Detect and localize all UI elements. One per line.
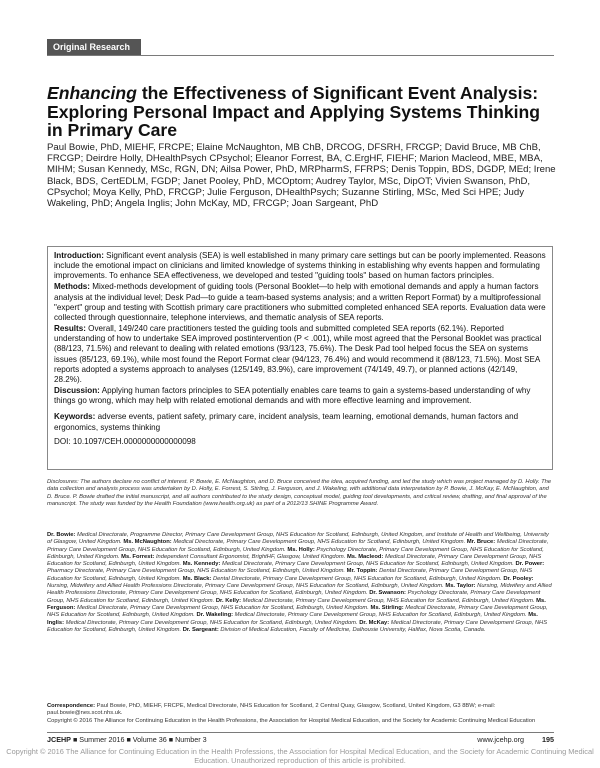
author-list: Paul Bowie, PhD, MIEHF, FRCPE; Elaine McNaughton, MB ChB, DRCOG, DFSRH, FRCGP; David Bruce, MB ChB, FRCGP; Deirdre Holly, DHealthPsych CPsychol; Eleanor Forrest, BA, C.ErgHF, FIEHF; Marion Macleod, MBE, MBA, MIHM; Susan Kennedy, MSc, RGN, DN; Ailsa Power, PhD, MRPharmS, FFRPS; Denis Toppin, BDS, DGDP, MEd; Irene Black, BDS, CertEDLM, FGDP; Janet Pooley, PhD, MCOptom; Audrey Taylor, MSc, DipOT; Vivien Swanson, PhD, CPsychol; Moya Kelly, PhD, FRCGP; Julie Ferguson, DHealthPsych; Suzanne Stirling, MSc, Med Sci HPE; Judy Wakeling, PhD; Angela Inglis; John McKay, MD, FRCGP; Joan Sargeant, PhD [47,142,556,210]
issue-info: ■ Summer 2016 ■ Volume 36 ■ Number 3 [70,735,207,744]
footer-divider [47,732,554,733]
affiliation-name: Ms. Ferguson: [47,597,546,611]
abstract-methods [54,282,546,323]
title-emphasis: Enhancing [47,83,137,103]
affiliation-text: Dental Directorate, Primary Care Development Group, NHS Education for Scotland, Edinburgh, United Kingdom. [47,568,533,582]
affiliation-text: Medical Directorate, Primary Care Development Group, NHS Education for Scotland, Edinburgh, United Kingdom. [171,539,466,546]
affiliation-text: Nursing, Midwifery and Allied Health Professions Directorate, Primary Care Development Group, NHS Education for Scotland, Edinburgh, United Kingdom. [47,583,444,590]
affiliation-text: Medical Directorate, Primary Care Development Group, NHS Education for Scotland, Edinburgh, United Kingdom. [75,604,369,611]
affiliation-name: Dr. Kelly: [215,597,242,604]
affiliation-text: Medical Directorate, Primary Care Development Group, NHS Education for Scotland, Edinburgh, United Kingdom. [47,619,548,633]
copyright-notice: Copyright © 2016 The Alliance for Continuing Education in the Health Professions, the Association for Hospital Medical Education, and the Society for Academic Continuing Medical Education [47,717,536,724]
affiliations [47,532,554,634]
doi-link[interactable]: DOI: 10.1097/CEH.0000000000000098 [54,436,196,446]
affiliation-text: Medical Directorate, Primary Care Development Group, NHS Education for Scotland, Edinburgh, United Kingdom. [233,612,527,619]
affiliation-text: Medical Directorate, Primary Care Development Group, NHS Education for Scotland, Edinburgh, United Kingdom. [241,597,535,604]
affiliation-name: Ms. McNaughton: [123,539,172,546]
affiliation-text: Independent Consultant Ergonomist, BrightHF, Glasgow, United Kingdom. [154,553,346,560]
affiliation-text: Medical Directorate, Primary Care Development Group, NHS Education for Scotland, Edinburgh, United Kingdom. [220,561,514,568]
affiliation-text: Medical Directorate, Programme Director, Primary Care Development Group, NHS Education for Scotland, Edinburgh, United Kingdom, and Institute of Health and Wellbeing, University of Glasgow, United Kingdom. [47,532,549,546]
affiliation-name: Dr. Power: [515,561,545,568]
journal-info [47,735,207,744]
affiliation-name: Dr. Wakeling: [196,612,234,619]
affiliation-text: Psychology Directorate, Primary Care Development Group, NHS Education for Scotland, Edinburgh, United Kingdom. [47,546,544,560]
abstract-box [47,246,553,470]
abstract-results [54,324,546,385]
affiliation-text: Pharmacy Directorate, Primary Care Development Group, NHS Education for Scotland, Edinburgh, United Kingdom. [47,568,346,575]
affiliation-name: Mr. Bruce: [466,539,496,546]
discussion-label: Discussion: [54,386,100,396]
results-label: Results: [54,324,86,334]
journal-name: JCEHP [47,735,71,744]
article-title [47,84,557,140]
intro-text: Significant event analysis (SEA) is well established in many primary care settings but can be poorly implemented. Reasons include the emotional impact on clinicians and limited knowledge of systems thinking in establishing why events happen and formulating improvements. To enhance SEA effectiveness, we developed and tested "guiding tools" based on human factors principles. [54,251,546,281]
methods-text: Mixed-methods development of guiding tools (Personal Booklet—to help with emotional demands and apply a human factors analysis at the individual level; Desk Pad—to guide a team-based systems analysis; and a written Report Format) by a multiprofessional "expert" group and testing with Scottish primary care practitioners who submitted completed enhanced SEA reports. Evaluation data were collected through questionnaire, telephone interviews, and thematic analysis of SEA reports. [54,282,546,322]
page-number: 195 [542,735,554,744]
affiliation-text: Nursing, Midwifery and Allied Health Professions Directorate, Primary Care Development Group, NHS Education for Scotland, Edinburgh, United Kingdom. [47,583,552,597]
affiliation-text: Dental Directorate, Primary Care Development Group, NHS Education for Scotland, Edinburgh, United Kingdom. [211,575,502,582]
affiliation-text: Medical Directorate, Primary Care Development Group, NHS Education for Scotland, Edinburgh, United Kingdom. [64,619,358,626]
keywords-label: Keywords: [54,412,96,422]
methods-label: Methods: [54,282,90,292]
affiliation-text: Medical Directorate, Primary Care Development Group, NHS Education for Scotland, Edinburgh, United Kingdom. [47,539,549,553]
affiliation-name: Dr. McKay: [359,619,390,626]
affiliation-name: Ms. Holly: [287,546,315,553]
affiliation-name: Dr. Swanson: [369,590,406,597]
journal-url[interactable]: www.jcehp.org [477,735,524,744]
affiliation-name: Ms. Macleod: [346,553,384,560]
header-divider [47,55,554,56]
affiliation-text: Medical Directorate, Primary Care Development Group, NHS Education for Scotland, Edinburgh, United Kingdom. [47,604,548,619]
abstract-keywords [54,412,546,432]
results-text: Overall, 149/240 care practitioners tested the guiding tools and submitted completed SEA reports (62.1%). Reported understanding of how to undertake SEA improved postintervention (P < .001), while most agreed that the Personal Booklet was practical (88/123, 71.5%) and relevant to dealing with related emotions (93/123, 75.6%). The Desk Pad tool helped focus the SEA on systems issues (85/123, 69.1%), while most found the Report Format clear (94/123, 76.4%) and would recommend it (88/123, 71.5%). Most SEA reports adopted a systems approach to analyses (125/149, 83.9%), care improvement (74/149, 49.7), or planned actions (42/149, 28.2%). [54,324,542,384]
correspondence-label: Correspondence: [47,703,95,709]
affiliation-text: Psychology Directorate, Primary Care Development Group, NHS Education for Scotland, Edinburgh, United Kingdom. [47,590,541,604]
affiliation-name: Ms. Inglis: [47,612,538,626]
correspondence-line [47,703,554,718]
affiliation-name: Dr. Bowie: [47,532,76,538]
copyright-footer: Copyright © 2016 The Alliance for Continuing Education in the Health Professions, the Association for Hospital Medical Education, and the Society for Academic Continuing Medical Education. Unauthorized reproduction of this article is prohibited. [6,747,594,765]
title-rest: the Effectiveness of Significant Event Analysis: Exploring Personal Impact and Applying Systems Thinking in Primary Care [47,83,541,141]
disclosures: Disclosures: The authors declare no conflict of interest. P. Bowie, E. McNaughton, and D. Bruce conceived the idea, acquired funding, and led the study which was project managed by D. Holly. The data collection and analysis process was undertaken by D. Holly, E. Forrest, S. Stirling, J. Ferguson, and J. Wakeling, with additional data interpretation by P. Bowie, J. McKay, E. McNaughton, and D. Bruce. P. Bowie drafted the initial manuscript, and all authors contributed to the study design, conceptual model, guiding tool developments, and critical review, drafting, and final approval of the manuscript. The study was funded by the Health Foundation (www.health.org.uk) as part of a 2012/13 SHINE Programme Award. [47,479,552,508]
discussion-text: Applying human factors principles to SEA potentially enables care teams to gain a systems-based understanding of why things go wrong, which may help with related emotional demands and with more effective learning and improvement. [54,386,531,406]
affiliation-name: Dr. Pooley: [503,575,534,582]
abstract-discussion [54,386,546,406]
affiliation-text: Medical Directorate, Primary Care Development Group, NHS Education for Scotland, Edinburgh, United Kingdom. [47,553,542,568]
correspondence [47,703,554,725]
footer-right [450,735,554,744]
keywords-text: adverse events, patient safety, primary care, incident analysis, team learning, emotional demands, human factors and ergonomics, systems thinking [54,412,519,432]
affiliation-name: Ms. Kennedy: [182,561,221,568]
affiliation-name: Ms. Taylor: [445,583,476,590]
affiliation-name: Mr. Toppin: [346,568,378,575]
affiliation-name: Ms. Black: [182,575,212,582]
affiliation-name: Ms. Stirling: [370,604,404,611]
intro-label: Introduction: [54,251,104,260]
correspondence-text: Paul Bowie, PhD, MIEHF, FRCPE, Medical Directorate, NHS Education for Scotland, 2 Central Quay, Glasgow, Scotland, United Kingdom, G3 8BW; e-mail: paul.bowie@nes.scot.nhs.uk. [47,703,496,717]
abstract-introduction [54,251,546,281]
affiliation-name: Ms. Forrest: [121,553,155,560]
section-tag: Original Research [47,39,141,55]
affiliation-name: Dr. Sargeant: [182,626,219,633]
affiliation-text: Division of Medical Education, Faculty of Medicine, Dalhousie University, Halifax, Nova Scotia, Canada. [218,626,486,633]
